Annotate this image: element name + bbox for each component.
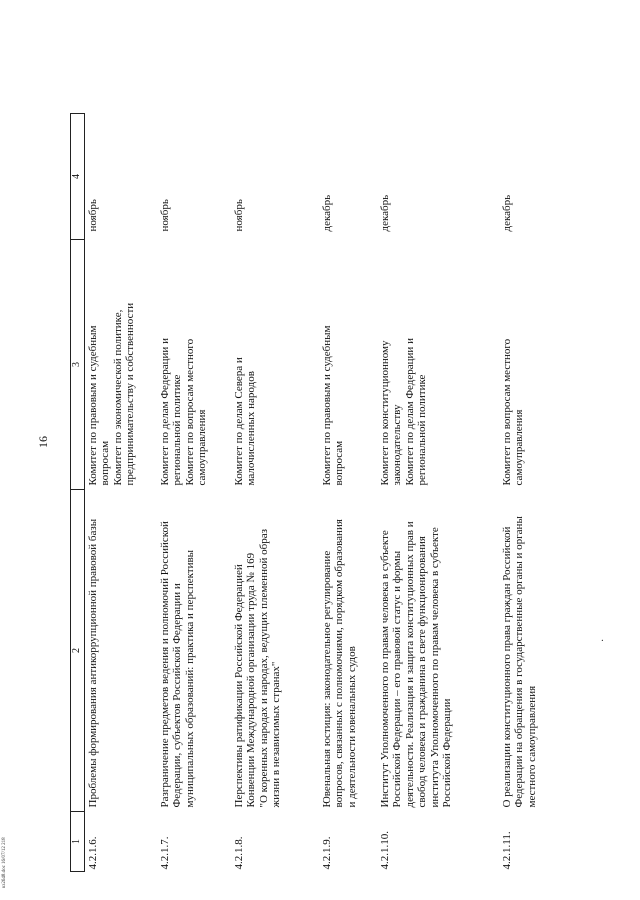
table-row xyxy=(499,114,561,872)
table-header-row xyxy=(71,114,85,872)
row-committee xyxy=(84,240,157,490)
topic-line: Институт Уполномоченного по правам человека в субъекте xyxy=(378,530,391,808)
row-number: 4.2.1.7. xyxy=(158,836,171,870)
topic-line: местного самоуправления xyxy=(525,685,538,808)
corner-mark: · xyxy=(598,638,609,642)
row-topic xyxy=(319,490,377,812)
row-topic xyxy=(499,490,561,812)
page-number: 16 xyxy=(36,436,50,448)
topic-line: вопросов, связанных с полномочиями, порядком образования xyxy=(333,519,345,808)
topic-line: Разграничение предметов ведения и полномочий Российской xyxy=(158,521,171,808)
topic-line: Конвенции Международной организации труда № 169 xyxy=(245,552,257,808)
header-cell-4: 4 xyxy=(71,114,85,240)
row-month: декабрь xyxy=(500,194,513,232)
committee-line: самоуправления xyxy=(196,409,208,486)
committee-line: Комитет по вопросам местного xyxy=(183,338,196,486)
topic-line: Российской Федерации xyxy=(441,698,453,808)
row-topic xyxy=(157,490,231,812)
committee-line: предпринимательству и собственности xyxy=(124,302,136,486)
committee-line: Комитет по делам Федерации и xyxy=(403,338,416,486)
topic-line: Перспективы ратификации Российской Федерацией xyxy=(232,564,245,808)
header-cell-2: 2 xyxy=(71,490,85,812)
footer-code: кз2648.doc 16/07/12 218 xyxy=(2,837,7,888)
committee-line: малочисленных народов xyxy=(245,371,257,486)
committee-line: самоуправления xyxy=(513,409,525,486)
topic-line: О реализации конституционного права граждан Российской xyxy=(500,526,513,808)
committee-line: Комитет по делам Федерации и xyxy=(158,338,171,486)
row-month: декабрь xyxy=(378,194,391,232)
row-month: декабрь xyxy=(320,194,333,232)
committee-line: Комитет по правовым и судебным xyxy=(320,325,333,486)
topic-line: свобод человека и гражданина в свете функционирования xyxy=(416,536,428,808)
row-number: 4.2.1.10. xyxy=(378,831,391,870)
topic-line: Российской Федерации – его правовой статус и формы xyxy=(391,550,403,808)
row-committee xyxy=(377,240,499,490)
row-month: ноябрь xyxy=(86,199,99,232)
topic-line: и деятельности ювенальных судов xyxy=(345,646,358,808)
row-committee xyxy=(499,240,561,490)
row-topic xyxy=(377,490,499,812)
row-number: 4.2.1.9. xyxy=(320,836,333,870)
table-row xyxy=(84,114,157,872)
table-row xyxy=(231,114,319,872)
row-number: 4.2.1.8. xyxy=(232,836,245,870)
topic-line: Ювенальная юстиция: законодательное регулирование xyxy=(320,550,333,808)
header-cell-1: 1 xyxy=(71,812,85,872)
topic-line: "О коренных народах и народах, ведущих племенной образ xyxy=(257,529,270,808)
committee-line: вопросам xyxy=(99,440,111,486)
committee-line: региональной политике xyxy=(171,374,183,486)
topic-line: деятельности. Реализация и защита конституционных прав и xyxy=(403,521,416,808)
row-topic xyxy=(231,490,319,812)
topic-line: муниципальных образований: практика и перспективы xyxy=(183,549,196,808)
topic-line: Федерации, субъектов Российской Федерации и xyxy=(171,583,183,808)
committee-line: Комитет по делам Севера и xyxy=(232,357,245,486)
table-row xyxy=(319,114,377,872)
committee-line: Комитет по экономической политике, xyxy=(111,309,124,486)
row-number: 4.2.1.6. xyxy=(86,836,99,870)
row-committee xyxy=(319,240,377,490)
header-cell-3: 3 xyxy=(71,240,85,490)
row-committee xyxy=(157,240,231,490)
row-month: ноябрь xyxy=(232,199,245,232)
committee-line: Комитет по правовым и судебным xyxy=(86,325,99,486)
topic-line: жизни в независимых странах" xyxy=(270,661,282,808)
row-number: 4.2.1.11. xyxy=(500,831,513,870)
table-row xyxy=(377,114,499,872)
committee-line: вопросам xyxy=(333,440,345,486)
topic-line: Проблемы формирования антикоррупционной правовой базы xyxy=(86,518,99,808)
topic-line: Федерации на обращения в государственные органы и органы xyxy=(513,516,525,808)
table-row xyxy=(157,114,231,872)
committee-line: Комитет по конституционному xyxy=(378,340,391,486)
plan-table xyxy=(70,113,561,872)
committee-line: законодательству xyxy=(391,404,403,486)
topic-line: института Уполномоченного по правам человека в субъекте xyxy=(428,527,441,808)
committee-line: Комитет по вопросам местного xyxy=(500,338,513,486)
row-topic xyxy=(84,490,157,812)
row-month: ноябрь xyxy=(158,199,171,232)
row-committee xyxy=(231,240,319,490)
committee-line: региональной политике xyxy=(416,374,428,486)
